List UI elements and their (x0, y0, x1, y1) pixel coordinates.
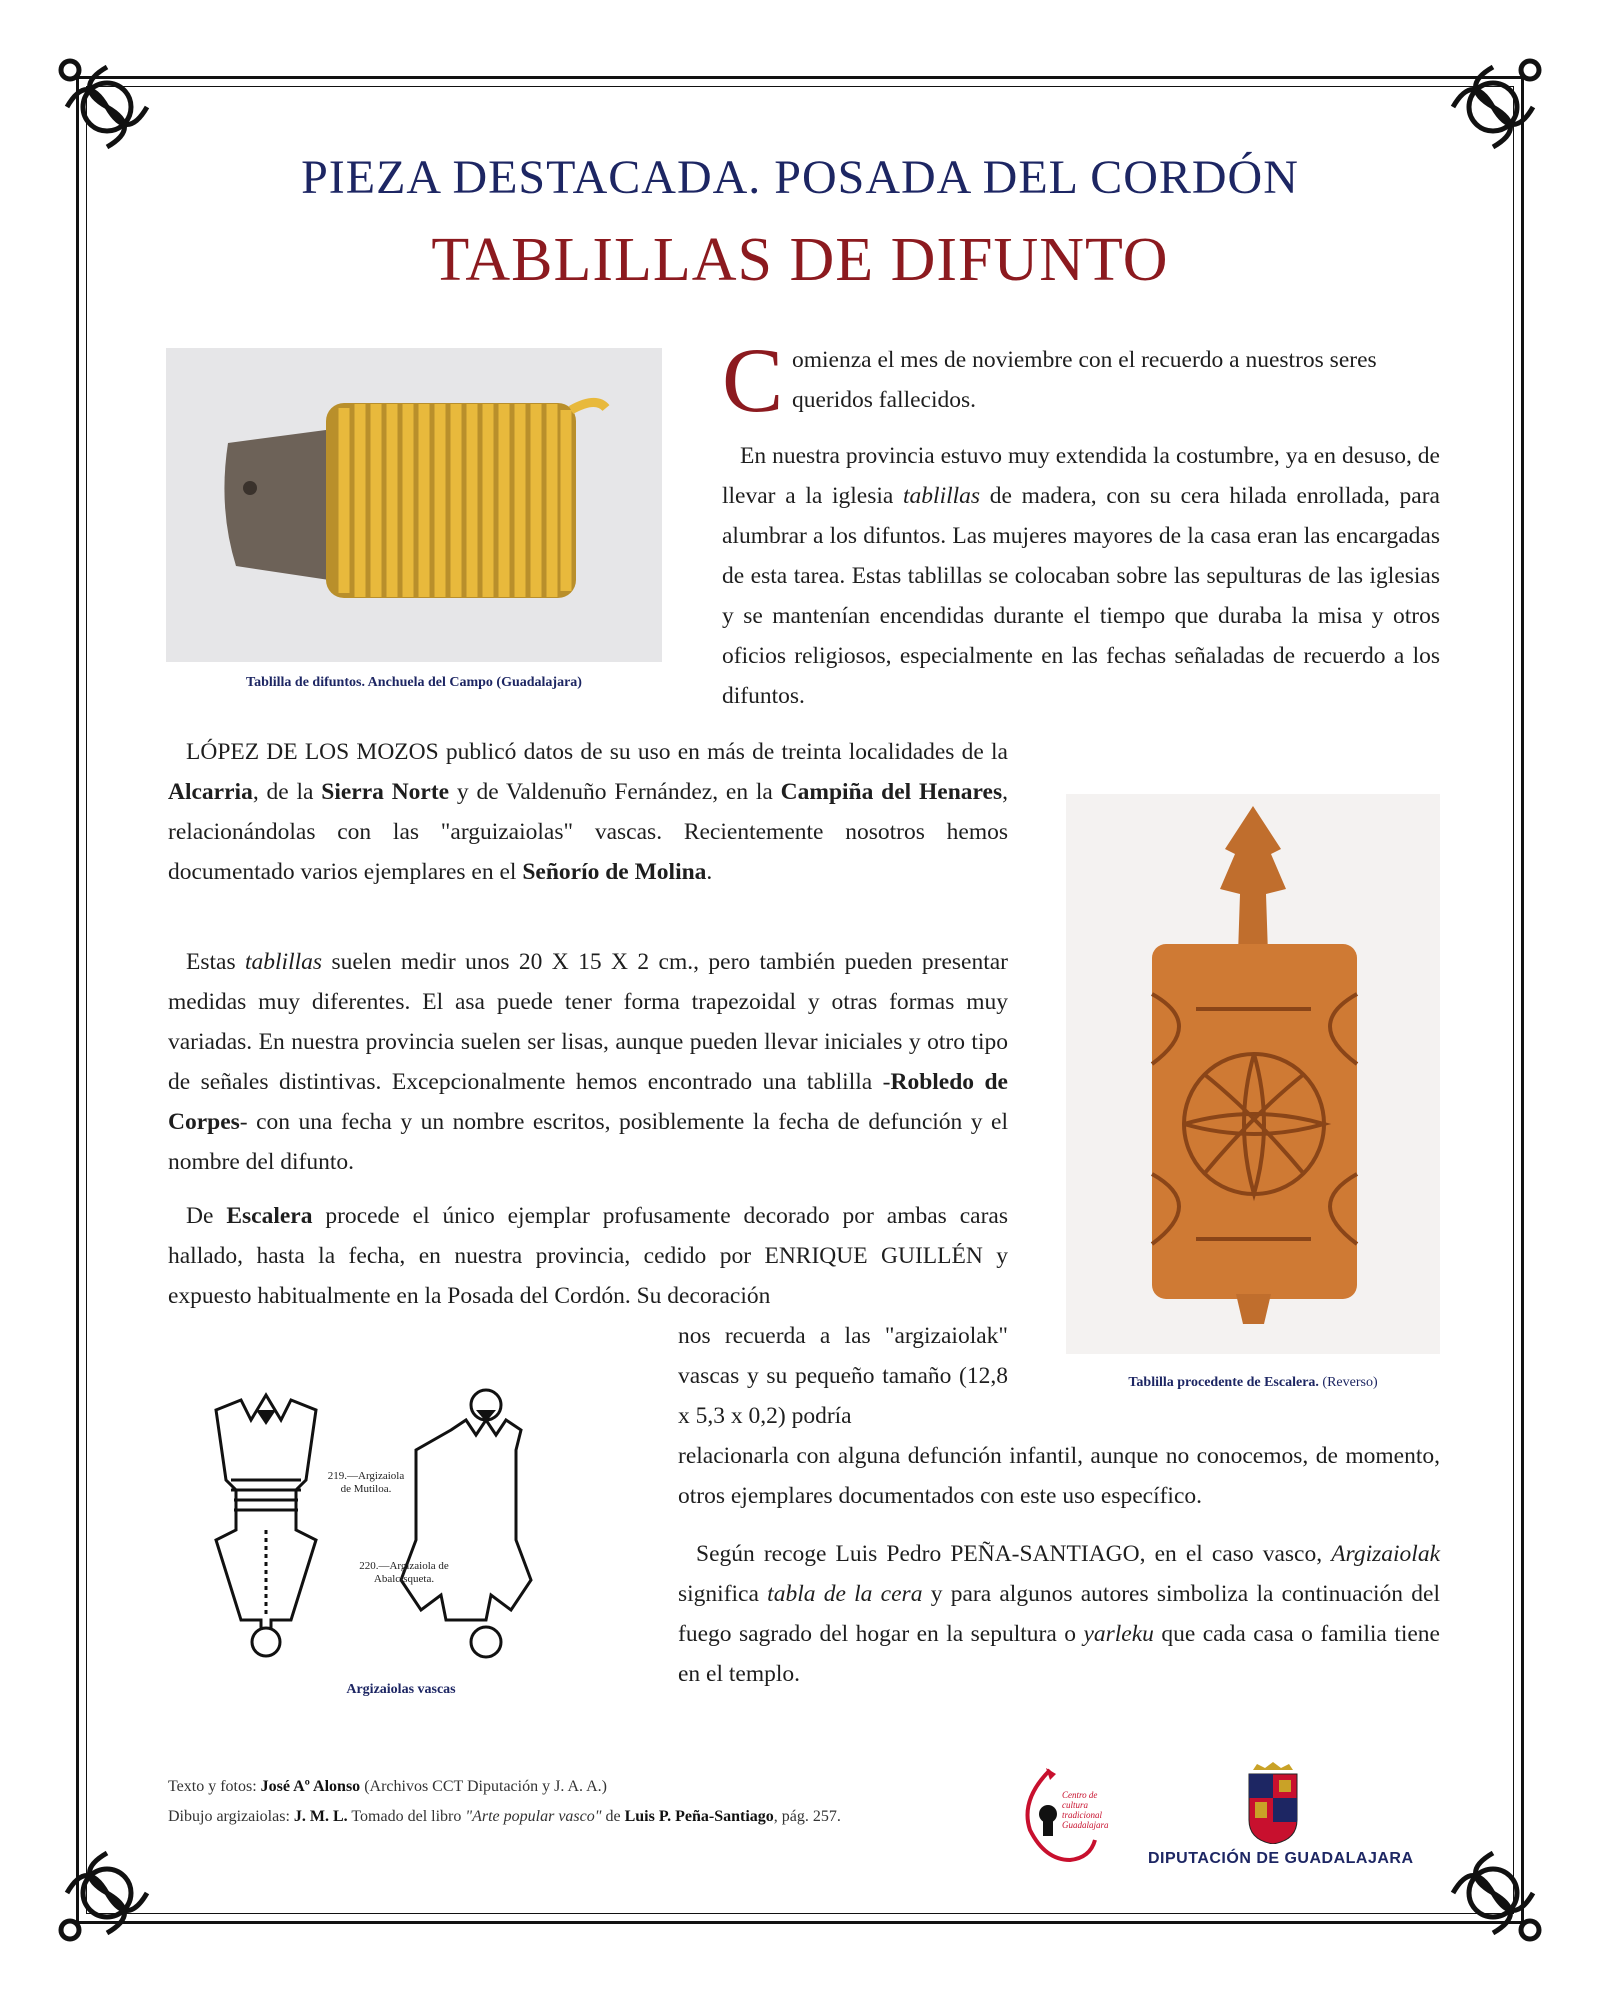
photo-tablilla-escalera (1066, 794, 1440, 1354)
drawing-argizaiolas (196, 1380, 606, 1670)
corner-knot-icon (1438, 1838, 1548, 1948)
paragraph-medidas: Estas tablillas suelen medir unos 20 X 15 X 2 cm., pero también pueden presentar medidas muy diferentes. El asa puede tener forma trapezoidal y otras formas muy variadas. En nuestra provincia suelen ser lisas, aunque pueden llevar iniciales y otro tipo de señales distintivas. Excepcionalmente hemos encontrado una tablilla -Robledo de Corpes- con una fecha y un nombre escritos, posiblemente la fecha de defunción y el nombre del difunto. (168, 949, 1008, 1175)
intro-paragraph: C omienza el mes de noviembre con el recuerdo a nuestros seres queridos fallecidos. (722, 329, 1377, 431)
cct-logo-text: Centro de cultura tradicional Guadalajara (1062, 1790, 1109, 1830)
caption-photo-escalera: Tablilla procedente de Escalera. (Reverso) (1128, 1375, 1378, 1390)
diputacion-coat-of-arms-icon (1245, 1760, 1301, 1844)
drop-cap: C (722, 329, 784, 431)
credits-line-2: Dibujo argizaiolas: J. M. L. Tomado del libro "Arte popular vasco" de Luis P. Peña-Santiago, pág. 257. (168, 1808, 841, 1825)
paragraph-pena-santiago: Según recoge Luis Pedro PEÑA-SANTIAGO, en el caso vasco, Argizaiolak significa tabla de la cera y para algunos autores simboliza la continuación del fuego sagrado del hogar en la sepultura o yarleku que cada casa o familia tiene en el templo. (678, 1541, 1441, 1687)
figure-label-220: 220.—Argizaiola de Abalcisqueta. (359, 1560, 449, 1585)
diputacion-logo-text: DIPUTACIÓN DE GUADALAJARA (1148, 1850, 1414, 1867)
cct-logo (1010, 1760, 1120, 1870)
credits-line-1: Texto y fotos: José Aº Alonso (Archivos CCT Diputación y J. A. A.) (168, 1778, 607, 1795)
photo-tablilla-anchuela (166, 348, 662, 662)
corner-knot-icon (52, 52, 162, 162)
page-subtitle: PIEZA DESTACADA. POSADA DEL CORDÓN (301, 151, 1299, 204)
caption-drawings: Argizaiolas vascas (346, 1682, 456, 1697)
caption-photo-anchuela: Tablilla de difuntos. Anchuela del Campo (Guadalajara) (246, 675, 582, 690)
paragraph-escalera-end: relacionarla con alguna defunción infantil, aunque no conocemos, de momento, otros ejemplares documentados con este uso específico. (678, 1443, 1440, 1509)
corner-knot-icon (1438, 52, 1548, 162)
paragraph-escalera-continued: nos recuerda a las "argizaiolak" vascas y su pequeño tamaño (12,8 x 5,3 x 0,2) podría (678, 1323, 1008, 1429)
paragraph-lopez: LÓPEZ DE LOS MOZOS publicó datos de su uso en más de treinta localidades de la Alcarria, de la Sierra Norte y de Valdenuño Fernández, en la Campiña del Henares, relacionándolas con las "arguizaiolas" vascas. Recientemente nosotros hemos documentado varios ejemplares en el Señorío de Molina. (168, 739, 1008, 885)
page-title: TABLILLAS DE DIFUNTO (431, 226, 1169, 294)
corner-knot-icon (52, 1838, 162, 1948)
paragraph-provincia: En nuestra provincia estuvo muy extendida la costumbre, ya en desuso, de llevar a la iglesia tablillas de madera, con su cera hilada enrollada, para alumbrar a los difuntos. Las mujeres mayores de la casa eran las encargadas de esta tarea. Estas tablillas se colocaban sobre las sepulturas de las iglesias y se mantenían encendidas durante el tiempo que duraba la misa y otros oficios religiosos, especialmente en las fechas señaladas de recuerdo a los difuntos. (722, 443, 1440, 709)
paragraph-escalera: De Escalera procede el único ejemplar profusamente decorado por ambas caras hallado, hasta la fecha, en nuestra provincia, cedido por ENRIQUE GUILLÉN y expuesto habitualmente en la Posada del Cordón. Su decoración (168, 1203, 1008, 1309)
figure-label-219: 219.—Argizaiola de Mutiloa. (327, 1470, 405, 1495)
